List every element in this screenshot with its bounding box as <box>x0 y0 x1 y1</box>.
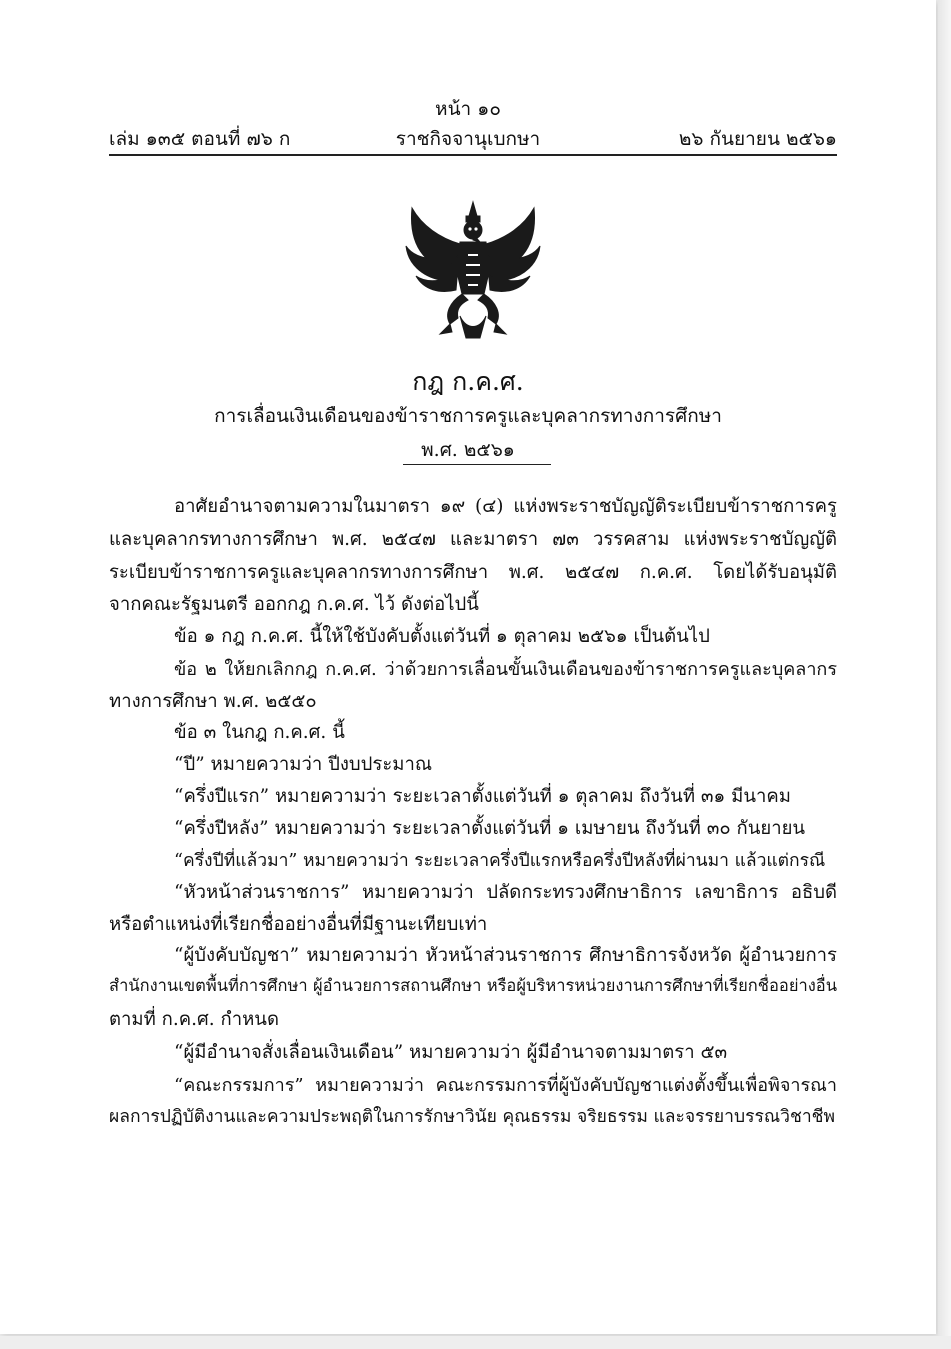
title-divider <box>403 464 551 465</box>
body-line: “คณะกรรมการ” หมายความว่า คณะกรรมการที่ผู้บังคับบัญชาแต่งตั้งขึ้นเพื่อพิจารณา <box>174 1075 837 1096</box>
body-line: หรือตำแหน่งที่เรียกชื่ออย่างอื่นที่มีฐานะเทียบเท่า <box>109 914 488 935</box>
page-edge-shadow <box>938 0 951 1349</box>
document-subtitle: การเลื่อนเงินเดือนของข้าราชการครูและบุคลากรทางการศึกษา <box>214 405 722 427</box>
page-bottom-margin <box>0 1336 951 1349</box>
body-line: ทางการศึกษา พ.ศ. ๒๕๕๐ <box>109 691 317 712</box>
body-line: “ครึ่งปีที่แล้วมา” หมายความว่า ระยะเวลาครึ่งปีแรกหรือครึ่งปีหลังที่ผ่านมา แล้วแต่กรณี <box>174 851 826 871</box>
body-line: สำนักงานเขตพื้นที่การศึกษา ผู้อำนวยการสถานศึกษา หรือผู้บริหารหน่วยงานการศึกษาที่เรียกชื่ออย่างอื่น <box>109 976 837 995</box>
body-line: “ปี” หมายความว่า ปีงบประมาณ <box>174 754 433 775</box>
body-line: ตามที่ ก.ค.ศ. กำหนด <box>109 1009 279 1030</box>
body-line: “ผู้มีอำนาจสั่งเลื่อนเงินเดือน” หมายความว่า ผู้มีอำนาจตามมาตรา ๕๓ <box>174 1042 728 1063</box>
body-line: และบุคลากรทางการศึกษา พ.ศ. ๒๕๔๗ และมาตรา ๗๓ วรรคสาม แห่งพระราชบัญญัติ <box>109 529 837 550</box>
body-line: ข้อ ๑ กฎ ก.ค.ศ. นี้ให้ใช้บังคับตั้งแต่วันที่ ๑ ตุลาคม ๒๕๖๑ เป็นต้นไป <box>174 626 710 647</box>
body-line: ระเบียบข้าราชการครูและบุคลากรทางการศึกษา พ.ศ. ๒๕๔๗ ก.ค.ศ. โดยได้รับอนุมัติ <box>109 562 837 583</box>
body-line: “ผู้บังคับบัญชา” หมายความว่า หัวหน้าส่วนราชการ ศึกษาธิการจังหวัด ผู้อำนวยการ <box>174 945 837 966</box>
header-divider <box>109 154 837 156</box>
body-line: “หัวหน้าส่วนราชการ” หมายความว่า ปลัดกระทรวงศึกษาธิการ เลขาธิการ อธิบดี <box>174 882 837 903</box>
body-line: อาศัยอำนาจตามความในมาตรา ๑๙ (๔) แห่งพระราชบัญญัติระเบียบข้าราชการครู <box>174 496 837 517</box>
gazette-name: ราชกิจจานุเบกษา <box>395 128 541 150</box>
gazette-date: ๒๖ กันยายน ๒๕๖๑ <box>678 128 837 150</box>
page-number: หน้า ๑๐ <box>435 98 501 120</box>
body-line: ข้อ ๒ ให้ยกเลิกกฎ ก.ค.ศ. ว่าด้วยการเลื่อนขั้นเงินเดือนของข้าราชการครูและบุคลากร <box>174 659 837 680</box>
body-line: ผลการปฏิบัติงานและความประพฤติในการรักษาวินัย คุณธรรม จริยธรรม และจรรยาบรรณวิชาชีพ <box>109 1107 836 1127</box>
body-line: “ครึ่งปีหลัง” หมายความว่า ระยะเวลาตั้งแต่วันที่ ๑ เมษายน ถึงวันที่ ๓๐ กันยายน <box>174 818 806 839</box>
document-year: พ.ศ. ๒๕๖๑ <box>421 439 515 461</box>
body-line: “ครึ่งปีแรก” หมายความว่า ระยะเวลาตั้งแต่วันที่ ๑ ตุลาคม ถึงวันที่ ๓๑ มีนาคม <box>174 786 791 807</box>
volume-issue: เล่ม ๑๓๕ ตอนที่ ๗๖ ก <box>109 128 291 150</box>
body-line: ข้อ ๓ ในกฎ ก.ค.ศ. นี้ <box>174 722 345 743</box>
body-line: จากคณะรัฐมนตรี ออกกฎ ก.ค.ศ. ไว้ ดังต่อไปนี้ <box>109 594 479 615</box>
document-title: กฎ ก.ค.ศ. <box>412 367 524 396</box>
garuda-emblem-icon <box>400 198 546 344</box>
